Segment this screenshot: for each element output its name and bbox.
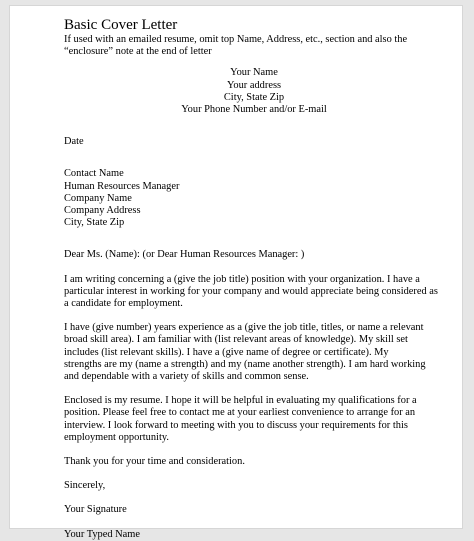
sender-block (64, 67, 444, 116)
sender-address: Your address (226, 79, 282, 91)
instruction-note (64, 34, 444, 58)
letter-title: Basic Cover Letter (64, 17, 178, 33)
closing-line: Thank you for your time and consideration. (64, 456, 245, 468)
recipient-company-address: Company Address (64, 205, 141, 217)
paragraph-line: Enclosed is my resume. I hope it will be helpful in evaluating my qualifications for a (64, 395, 417, 407)
letter-date: Date (64, 136, 84, 148)
paragraph-line: interview. I look forward to meeting with you to discuss your requirements for this (64, 419, 408, 431)
sender-contact: Your Phone Number and/or E-mail (181, 104, 327, 116)
paragraph-line: broad skill area). I am familiar with (list relevant areas of knowledge). My skill set (64, 334, 408, 346)
paragraph-line: employment opportunity. (64, 431, 169, 443)
paragraph-line: I am writing concerning a (give the job title) position with your organization. I have a (64, 273, 420, 285)
paragraph-intro (64, 274, 444, 311)
paragraph-line: a candidate for employment. (64, 298, 183, 310)
recipient-title: Human Resources Manager (64, 180, 180, 192)
recipient-block (64, 168, 444, 229)
paragraph-line: and dependable with a variety of skills and common sense. (64, 371, 309, 383)
note-line: If used with an emailed resume, omit top Name, Address, etc., section and also the (64, 34, 408, 45)
paragraph-line: I have (give number) years experience as a (give the job title, titles, or name a relevant (64, 322, 424, 334)
signature-line: Your Signature (64, 504, 127, 516)
sender-name: Your Name (230, 67, 278, 79)
sender-city: City, State Zip (223, 91, 285, 103)
note-line: “enclosure” note at the end of letter (64, 46, 212, 58)
recipient-contact-name: Contact Name (64, 168, 124, 180)
paragraph-line: strengths are my (name a strength) and my (name another strength). I am hard working (64, 358, 426, 370)
salutation: Dear Ms. (Name): (or Dear Human Resources Manager: ) (64, 249, 305, 261)
paragraph-line: particular interest in working for your company and would appreciate being considered as (64, 285, 438, 297)
paragraph-enclosure (64, 395, 444, 444)
sign-off: Sincerely, (64, 480, 106, 492)
document-page (10, 6, 462, 540)
typed-name: Your Typed Name (64, 528, 140, 540)
recipient-company-name: Company Name (64, 192, 132, 204)
cover-letter (64, 17, 444, 541)
paragraph-experience (64, 322, 444, 383)
paragraph-line: includes (list relevant skills). I have a (give name of degree or certificate). My (64, 346, 389, 358)
recipient-city: City, State Zip (64, 217, 125, 229)
paragraph-line: position. Please feel free to contact me at your earliest convenience to arrange for an (64, 407, 416, 419)
